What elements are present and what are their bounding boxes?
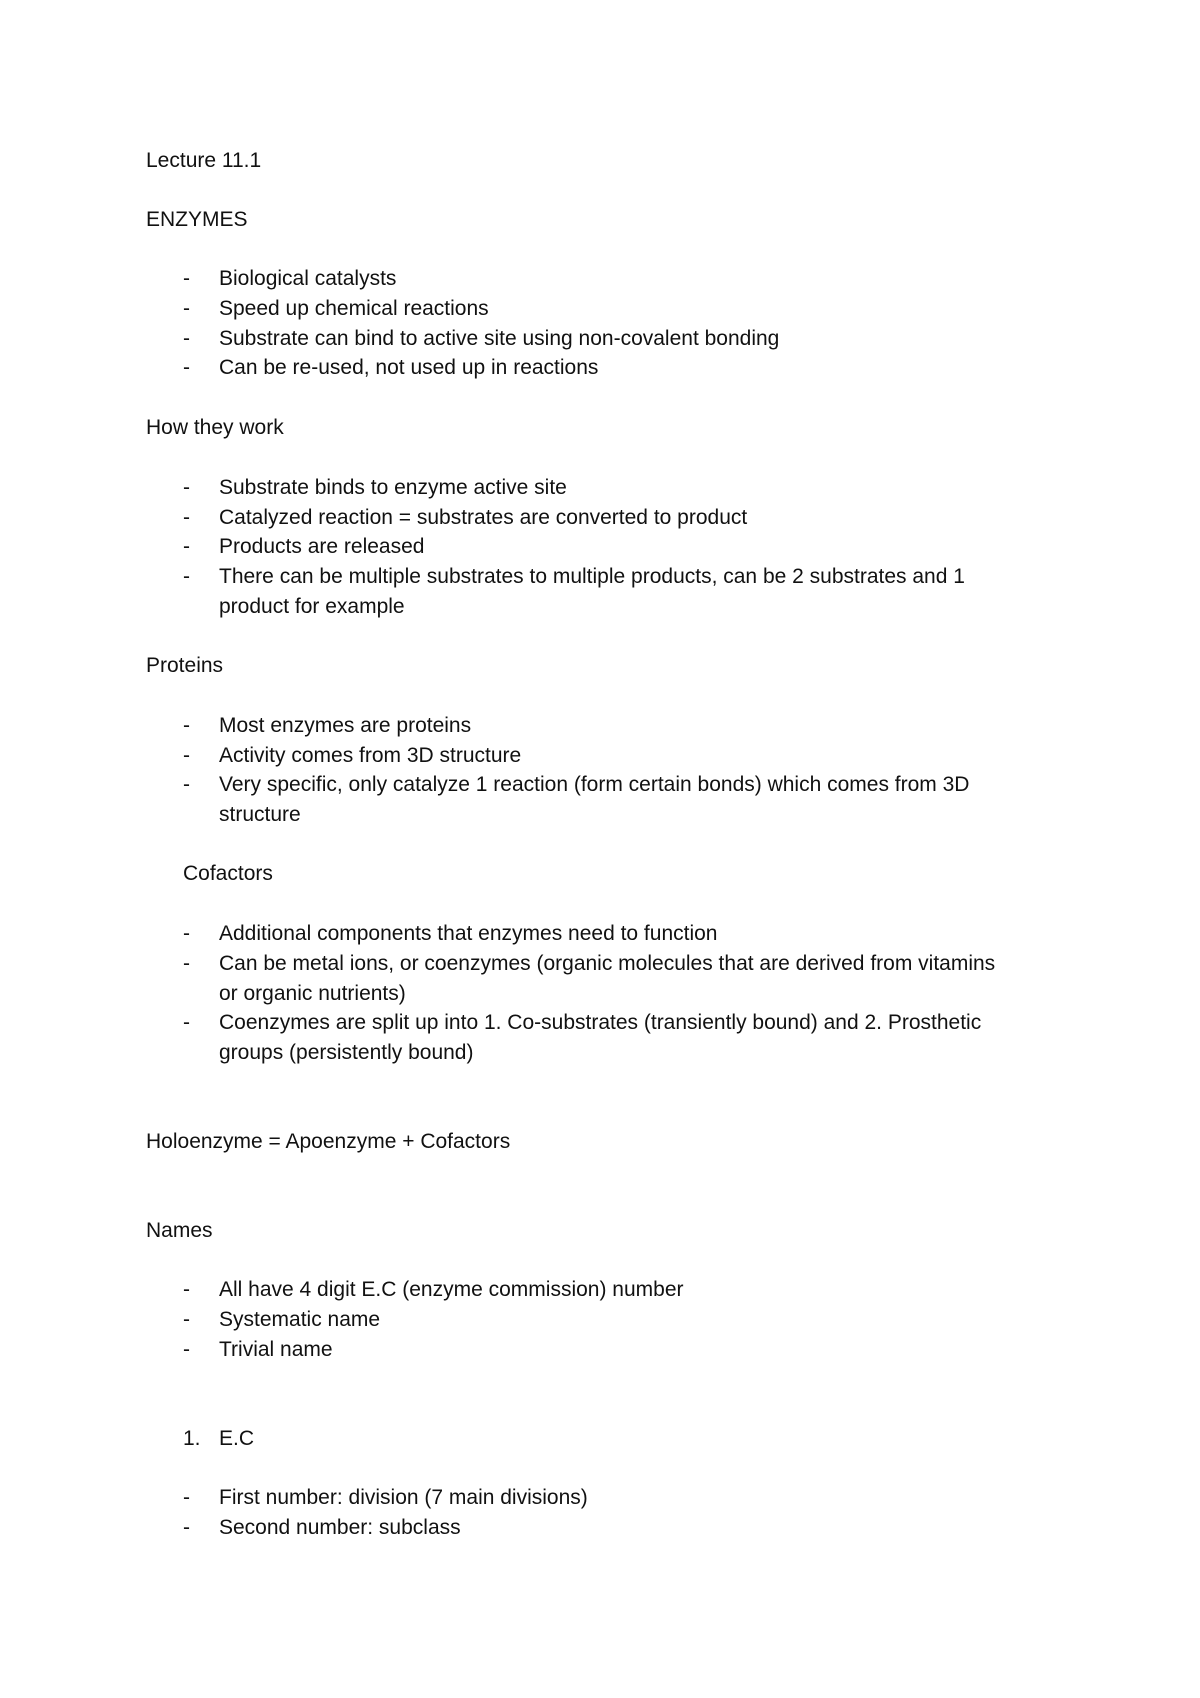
numbered-item-marker: 1. [183,1427,201,1450]
bullet-dash: - [183,1516,190,1539]
how-they-work-heading: How they work [146,416,284,439]
list-item: All have 4 digit E.C (enzyme commission) number [219,1278,684,1301]
bullet-dash: - [183,327,190,350]
bullet-dash: - [183,744,190,767]
list-item: Speed up chemical reactions [219,297,489,320]
bullet-dash: - [183,476,190,499]
bullet-dash: - [183,1011,190,1034]
bullet-dash: - [183,1278,190,1301]
list-item: Activity comes from 3D structure [219,744,522,767]
list-item: Additional components that enzymes need to function [219,922,718,945]
list-item: Coenzymes are split up into 1. Co-substrates (transiently bound) and 2. Prosthetic [219,1011,982,1034]
list-item: Trivial name [219,1338,333,1361]
bullet-dash: - [183,1308,190,1331]
bullet-dash: - [183,506,190,529]
list-item: Substrate can bind to active site using non-covalent bonding [219,327,780,350]
holoenzyme-equation: Holoenzyme = Apoenzyme + Cofactors [146,1130,511,1153]
list-item-continuation: or organic nutrients) [219,982,406,1005]
list-item: Very specific, only catalyze 1 reaction (form certain bonds) which comes from 3D [219,773,970,796]
list-item: Biological catalysts [219,267,397,290]
bullet-dash: - [183,535,190,558]
lecture-title: Lecture 11.1 [146,149,262,172]
list-item: Second number: subclass [219,1516,461,1539]
bullet-dash: - [183,922,190,945]
bullet-dash: - [183,297,190,320]
list-item: There can be multiple substrates to multiple products, can be 2 substrates and 1 [219,565,965,588]
list-item: Catalyzed reaction = substrates are converted to product [219,506,748,529]
bullet-dash: - [183,1486,190,1509]
list-item: Most enzymes are proteins [219,714,472,737]
list-item: Can be re-used, not used up in reactions [219,356,599,379]
bullet-dash: - [183,356,190,379]
list-item-continuation: structure [219,803,301,826]
list-item: Systematic name [219,1308,381,1331]
list-item-continuation: product for example [219,595,405,618]
names-heading: Names [146,1219,213,1242]
proteins-heading: Proteins [146,654,224,677]
list-item: Substrate binds to enzyme active site [219,476,567,499]
list-item: Products are released [219,535,425,558]
enzymes-heading: ENZYMES [146,208,248,231]
list-item: Can be metal ions, or coenzymes (organic molecules that are derived from vitamins [219,952,996,975]
bullet-dash: - [183,714,190,737]
bullet-dash: - [183,267,190,290]
bullet-dash: - [183,952,190,975]
list-item-continuation: groups (persistently bound) [219,1041,474,1064]
bullet-dash: - [183,773,190,796]
cofactors-heading: Cofactors [183,862,273,885]
bullet-dash: - [183,565,190,588]
list-item: First number: division (7 main divisions) [219,1486,588,1509]
ec-heading: E.C [219,1427,255,1450]
bullet-dash: - [183,1338,190,1361]
